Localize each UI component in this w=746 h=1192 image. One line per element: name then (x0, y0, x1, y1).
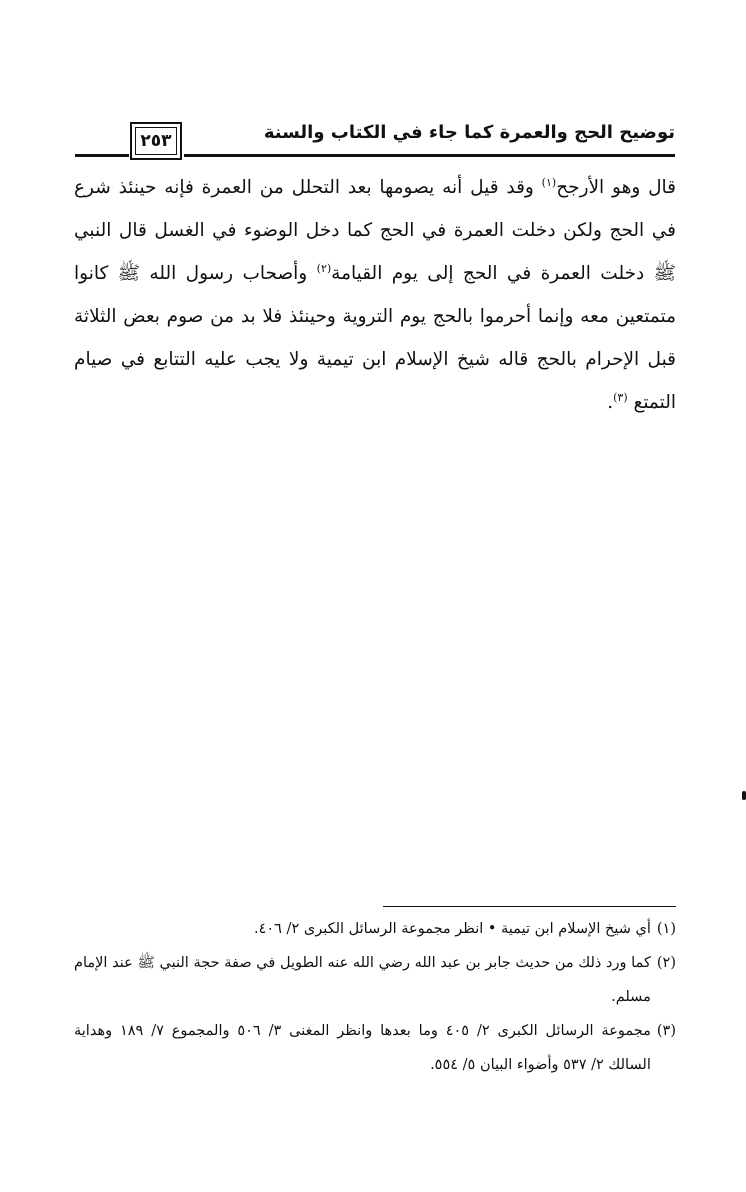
footnote-ref-3: (٣) (613, 390, 628, 404)
scan-edge-mark (742, 791, 746, 800)
footnote-number: (٣) (656, 1023, 676, 1039)
page-number-box (130, 122, 182, 160)
body-paragraph (74, 166, 676, 424)
footnote-number: (١) (656, 921, 676, 937)
text-segment: وقد قيل أنه يصومها بعد التحلل من العمرة فإنه حينئذ شرع في الحج ولكن دخلت العمرة في الحج كما دخل الوضوء في الغسل قال النبي ﷺ دخلت العمرة في الحج إلى يوم القيامة (74, 177, 676, 284)
footnote-3 (74, 1014, 676, 1082)
page-header (75, 116, 675, 164)
main-text (74, 166, 676, 424)
text-segment: قال وهو الأرجح (556, 177, 676, 198)
running-title: توضيح الحج والعمرة كما جاء في الكتاب والسنة (263, 122, 675, 143)
footnote-ref-1: (١) (541, 175, 557, 189)
footnote-separator (383, 906, 676, 907)
footnote-text: أي شيخ الإسلام ابن تيمية • انظر مجموعة الرسائل الكبرى ٢/ ٤٠٦. (253, 921, 651, 937)
text-segment: . (607, 392, 614, 413)
footnotes (74, 912, 676, 1082)
header-rule-right (184, 154, 675, 157)
page-number: ٢٥٣ (135, 127, 177, 155)
footnote-number: (٢) (656, 955, 676, 971)
footnote-ref-2: (٢) (316, 261, 332, 275)
text-segment: وأصحاب رسول الله ﷺ كانوا متمتعين معه وإنما أحرموا بالحج يوم التروية وحينئذ فلا بد من صوم بعض الثلاثة قبل الإحرام بالحج قاله شيخ الإسلام ابن تيمية ولا يجب عليه التتابع في صيام التمتع (74, 263, 676, 413)
footnote-2 (74, 946, 676, 1014)
footnote-1 (74, 912, 676, 946)
header-rule-left (75, 154, 129, 157)
footnote-text: كما ورد ذلك من حديث جابر بن عبد الله رضي الله عنه الطويل في صفة حجة النبي ﷺ عند الإمام مسلم. (74, 955, 651, 1005)
footnote-text: مجموعة الرسائل الكبرى ٢/ ٤٠٥ وما بعدها وانظر المغنى ٣/ ٥٠٦ والمجموع ٧/ ١٨٩ وهداية السالك ٢/ ٥٣٧ وأضواء البيان ٥/ ٥٥٤. (74, 1023, 651, 1073)
